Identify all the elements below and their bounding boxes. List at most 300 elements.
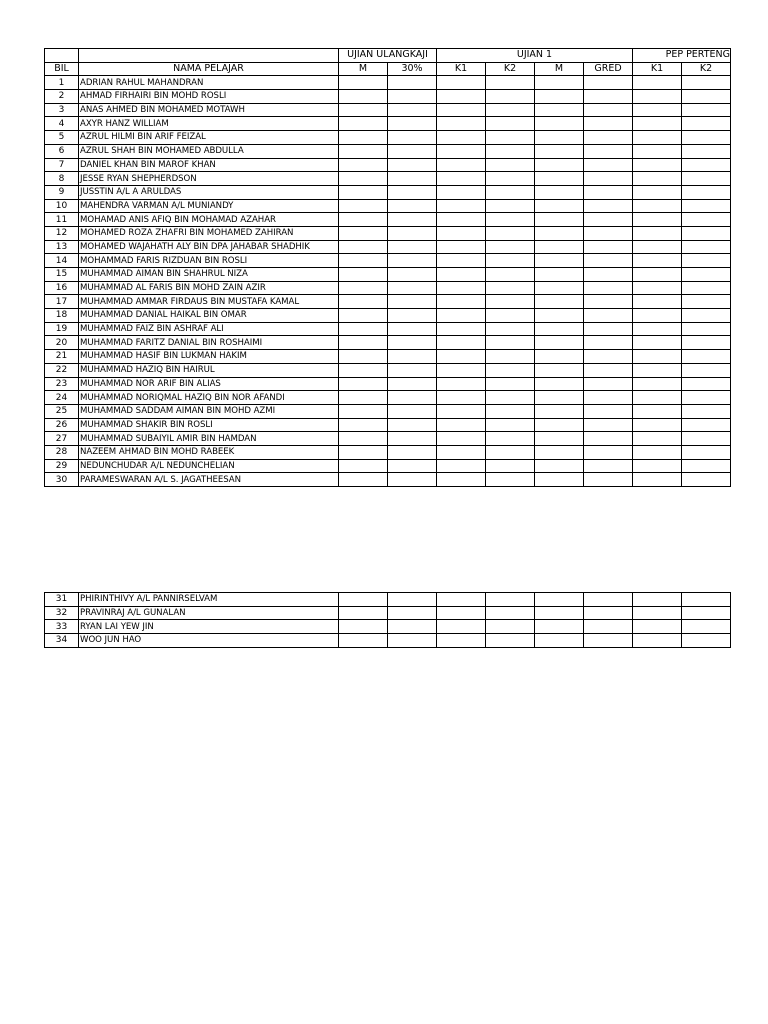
mark-cell[interactable] (535, 295, 584, 309)
student-row (45, 90, 731, 104)
mark-cell[interactable] (682, 172, 731, 186)
mark-cell[interactable] (437, 226, 486, 240)
mark-cell[interactable] (388, 322, 437, 336)
mark-cell[interactable] (388, 445, 437, 459)
mark-cell[interactable] (339, 295, 388, 309)
mark-cell[interactable] (486, 281, 535, 295)
mark-cell[interactable] (437, 131, 486, 145)
mark-cell[interactable] (682, 459, 731, 473)
mark-cell[interactable] (633, 634, 682, 648)
student-row (45, 295, 731, 309)
mark-cell[interactable] (437, 240, 486, 254)
mark-cell[interactable] (633, 76, 682, 90)
mark-cell[interactable] (584, 131, 633, 145)
mark-cell[interactable] (584, 172, 633, 186)
mark-cell[interactable] (437, 363, 486, 377)
mark-cell[interactable] (437, 90, 486, 104)
mark-cell[interactable] (486, 350, 535, 364)
mark-cell[interactable] (584, 404, 633, 418)
student-name: MUHAMMAD DANIAL HAIKAL BIN OMAR (79, 309, 339, 323)
mark-cell[interactable] (535, 144, 584, 158)
mark-cell[interactable] (584, 199, 633, 213)
mark-cell[interactable] (584, 144, 633, 158)
mark-cell[interactable] (535, 620, 584, 634)
mark-cell[interactable] (388, 391, 437, 405)
mark-cell[interactable] (486, 144, 535, 158)
mark-cell[interactable] (437, 144, 486, 158)
mark-cell[interactable] (339, 144, 388, 158)
mark-cell[interactable] (339, 322, 388, 336)
mark-cell[interactable] (486, 131, 535, 145)
mark-cell[interactable] (339, 213, 388, 227)
mark-cell[interactable] (682, 322, 731, 336)
mark-cell[interactable] (633, 391, 682, 405)
mark-cell[interactable] (388, 213, 437, 227)
mark-cell[interactable] (535, 76, 584, 90)
mark-cell[interactable] (388, 295, 437, 309)
mark-cell[interactable] (437, 418, 486, 432)
mark-cell[interactable] (486, 391, 535, 405)
mark-cell[interactable] (388, 620, 437, 634)
student-number: 20 (45, 336, 79, 350)
mark-cell[interactable] (388, 185, 437, 199)
mark-cell[interactable] (682, 295, 731, 309)
mark-cell[interactable] (388, 103, 437, 117)
mark-cell[interactable] (682, 445, 731, 459)
mark-cell[interactable] (388, 473, 437, 487)
mark-cell[interactable] (633, 606, 682, 620)
mark-cell[interactable] (437, 309, 486, 323)
mark-cell[interactable] (535, 418, 584, 432)
mark-cell[interactable] (437, 404, 486, 418)
mark-cell[interactable] (682, 254, 731, 268)
mark-cell[interactable] (535, 254, 584, 268)
mark-cell[interactable] (682, 213, 731, 227)
mark-cell[interactable] (339, 309, 388, 323)
mark-cell[interactable] (535, 117, 584, 131)
student-number: 24 (45, 391, 79, 405)
mark-cell[interactable] (535, 634, 584, 648)
mark-cell[interactable] (339, 281, 388, 295)
mark-cell[interactable] (584, 377, 633, 391)
mark-cell[interactable] (584, 117, 633, 131)
mark-cell[interactable] (633, 281, 682, 295)
mark-cell[interactable] (535, 377, 584, 391)
student-name: JUSSTIN A/L A ARULDAS (79, 185, 339, 199)
mark-cell[interactable] (339, 634, 388, 648)
mark-cell[interactable] (584, 363, 633, 377)
mark-cell[interactable] (486, 634, 535, 648)
mark-cell[interactable] (486, 295, 535, 309)
mark-cell[interactable] (388, 336, 437, 350)
student-marks-table-continued (44, 592, 731, 648)
mark-cell[interactable] (486, 432, 535, 446)
mark-cell[interactable] (437, 620, 486, 634)
mark-cell[interactable] (437, 445, 486, 459)
mark-cell[interactable] (584, 309, 633, 323)
mark-cell[interactable] (486, 103, 535, 117)
mark-cell[interactable] (339, 90, 388, 104)
mark-cell[interactable] (584, 620, 633, 634)
mark-cell[interactable] (682, 90, 731, 104)
mark-cell[interactable] (633, 144, 682, 158)
mark-cell[interactable] (339, 418, 388, 432)
mark-cell[interactable] (486, 418, 535, 432)
student-number: 25 (45, 404, 79, 418)
mark-cell[interactable] (633, 90, 682, 104)
mark-cell[interactable] (633, 158, 682, 172)
mark-cell[interactable] (535, 268, 584, 282)
mark-cell[interactable] (339, 404, 388, 418)
mark-cell[interactable] (388, 144, 437, 158)
mark-cell[interactable] (535, 309, 584, 323)
mark-cell[interactable] (682, 336, 731, 350)
mark-cell[interactable] (682, 606, 731, 620)
mark-cell[interactable] (633, 295, 682, 309)
student-name: PHIRINTHIVY A/L PANNIRSELVAM (79, 593, 339, 607)
ujian1-k2-header: K2 (486, 62, 535, 76)
student-name: MAHENDRA VARMAN A/L MUNIANDY (79, 199, 339, 213)
mark-cell[interactable] (339, 377, 388, 391)
mark-cell[interactable] (584, 240, 633, 254)
mark-cell[interactable] (486, 620, 535, 634)
mark-cell[interactable] (633, 432, 682, 446)
student-name: MUHAMMAD HAZIQ BIN HAIRUL (79, 363, 339, 377)
mark-cell[interactable] (682, 620, 731, 634)
mark-cell[interactable] (339, 445, 388, 459)
mark-cell[interactable] (535, 103, 584, 117)
mark-cell[interactable] (388, 76, 437, 90)
mark-cell[interactable] (388, 593, 437, 607)
ulangkaji-30pct-header: 30% (388, 62, 437, 76)
mark-cell[interactable] (584, 418, 633, 432)
mark-cell[interactable] (633, 418, 682, 432)
mark-cell[interactable] (682, 350, 731, 364)
mark-cell[interactable] (339, 172, 388, 186)
mark-cell[interactable] (437, 158, 486, 172)
mark-cell[interactable] (633, 254, 682, 268)
mark-cell[interactable] (682, 268, 731, 282)
mark-cell[interactable] (388, 254, 437, 268)
mark-cell[interactable] (437, 295, 486, 309)
mark-cell[interactable] (633, 213, 682, 227)
mark-cell[interactable] (633, 268, 682, 282)
mark-cell[interactable] (486, 336, 535, 350)
mark-cell[interactable] (339, 254, 388, 268)
mark-cell[interactable] (682, 418, 731, 432)
mark-cell[interactable] (388, 418, 437, 432)
student-name: JESSE RYAN SHEPHERDSON (79, 172, 339, 186)
mark-cell[interactable] (486, 199, 535, 213)
mark-cell[interactable] (486, 240, 535, 254)
mark-cell[interactable] (437, 473, 486, 487)
mark-cell[interactable] (339, 459, 388, 473)
mark-cell[interactable] (339, 103, 388, 117)
mark-cell[interactable] (437, 213, 486, 227)
student-row (45, 76, 731, 90)
mark-cell[interactable] (339, 363, 388, 377)
mark-cell[interactable] (388, 158, 437, 172)
mark-cell[interactable] (339, 76, 388, 90)
mark-cell[interactable] (584, 473, 633, 487)
student-number: 29 (45, 459, 79, 473)
mark-cell[interactable] (388, 432, 437, 446)
mark-cell[interactable] (388, 240, 437, 254)
mark-cell[interactable] (339, 199, 388, 213)
mark-cell[interactable] (535, 404, 584, 418)
mark-cell[interactable] (633, 199, 682, 213)
mark-cell[interactable] (633, 445, 682, 459)
student-row (45, 117, 731, 131)
mark-cell[interactable] (437, 185, 486, 199)
mark-cell[interactable] (682, 377, 731, 391)
student-name: MUHAMMAD AMMAR FIRDAUS BIN MUSTAFA KAMAL (79, 295, 339, 309)
mark-cell[interactable] (388, 172, 437, 186)
mark-cell[interactable] (535, 131, 584, 145)
mark-cell[interactable] (486, 226, 535, 240)
mark-cell[interactable] (584, 336, 633, 350)
ujian-ulangkaji-header: UJIAN ULANGKAJI (339, 49, 437, 63)
mark-cell[interactable] (584, 432, 633, 446)
mark-cell[interactable] (388, 131, 437, 145)
mark-cell[interactable] (682, 473, 731, 487)
mark-cell[interactable] (535, 459, 584, 473)
mark-cell[interactable] (486, 90, 535, 104)
mark-cell[interactable] (486, 445, 535, 459)
mark-cell[interactable] (388, 309, 437, 323)
mark-cell[interactable] (633, 593, 682, 607)
mark-cell[interactable] (388, 459, 437, 473)
mark-cell[interactable] (388, 90, 437, 104)
mark-cell[interactable] (339, 350, 388, 364)
mark-cell[interactable] (339, 606, 388, 620)
mark-cell[interactable] (535, 593, 584, 607)
student-number: 33 (45, 620, 79, 634)
mark-cell[interactable] (535, 240, 584, 254)
mark-cell[interactable] (437, 377, 486, 391)
mark-cell[interactable] (633, 309, 682, 323)
student-number: 21 (45, 350, 79, 364)
mark-cell[interactable] (486, 473, 535, 487)
mark-cell[interactable] (535, 213, 584, 227)
mark-cell[interactable] (682, 404, 731, 418)
mark-cell[interactable] (437, 459, 486, 473)
mark-cell[interactable] (633, 240, 682, 254)
mark-cell[interactable] (486, 185, 535, 199)
mark-cell[interactable] (339, 226, 388, 240)
mark-cell[interactable] (682, 226, 731, 240)
mark-cell[interactable] (486, 254, 535, 268)
mark-cell[interactable] (535, 226, 584, 240)
mark-cell[interactable] (633, 185, 682, 199)
mark-cell[interactable] (437, 103, 486, 117)
mark-cell[interactable] (584, 213, 633, 227)
mark-cell[interactable] (339, 131, 388, 145)
mark-cell[interactable] (437, 336, 486, 350)
mark-cell[interactable] (584, 226, 633, 240)
mark-cell[interactable] (486, 117, 535, 131)
mark-cell[interactable] (682, 76, 731, 90)
mark-cell[interactable] (633, 131, 682, 145)
mark-cell[interactable] (584, 593, 633, 607)
mark-cell[interactable] (584, 281, 633, 295)
mark-cell[interactable] (437, 593, 486, 607)
mark-cell[interactable] (682, 199, 731, 213)
mark-cell[interactable] (682, 144, 731, 158)
mark-cell[interactable] (486, 593, 535, 607)
mark-cell[interactable] (339, 391, 388, 405)
mark-cell[interactable] (339, 117, 388, 131)
mark-cell[interactable] (584, 459, 633, 473)
mark-cell[interactable] (486, 268, 535, 282)
mark-cell[interactable] (486, 404, 535, 418)
mark-cell[interactable] (388, 117, 437, 131)
mark-cell[interactable] (437, 634, 486, 648)
mark-cell[interactable] (584, 185, 633, 199)
mark-cell[interactable] (584, 445, 633, 459)
student-row (45, 322, 731, 336)
mark-cell[interactable] (584, 295, 633, 309)
mark-cell[interactable] (486, 363, 535, 377)
mark-cell[interactable] (437, 172, 486, 186)
mark-cell[interactable] (437, 606, 486, 620)
mark-cell[interactable] (388, 226, 437, 240)
mark-cell[interactable] (339, 593, 388, 607)
mark-cell[interactable] (682, 634, 731, 648)
mark-cell[interactable] (535, 432, 584, 446)
mark-cell[interactable] (682, 391, 731, 405)
mark-cell[interactable] (437, 117, 486, 131)
mark-cell[interactable] (682, 240, 731, 254)
mark-cell[interactable] (388, 281, 437, 295)
student-row (45, 309, 731, 323)
mark-cell[interactable] (535, 391, 584, 405)
mark-cell[interactable] (388, 606, 437, 620)
mark-cell[interactable] (339, 268, 388, 282)
mark-cell[interactable] (682, 432, 731, 446)
mark-cell[interactable] (633, 226, 682, 240)
mark-cell[interactable] (486, 172, 535, 186)
mark-cell[interactable] (584, 350, 633, 364)
mark-cell[interactable] (682, 103, 731, 117)
mark-cell[interactable] (535, 445, 584, 459)
mark-cell[interactable] (486, 459, 535, 473)
mark-cell[interactable] (682, 131, 731, 145)
mark-cell[interactable] (388, 404, 437, 418)
mark-cell[interactable] (535, 350, 584, 364)
mark-cell[interactable] (633, 620, 682, 634)
mark-cell[interactable] (437, 76, 486, 90)
mark-cell[interactable] (633, 103, 682, 117)
mark-cell[interactable] (682, 593, 731, 607)
mark-cell[interactable] (584, 391, 633, 405)
mark-cell[interactable] (339, 336, 388, 350)
mark-cell[interactable] (584, 606, 633, 620)
student-name: AXYR HANZ WILLIAM (79, 117, 339, 131)
mark-cell[interactable] (584, 634, 633, 648)
mark-cell[interactable] (339, 432, 388, 446)
mark-cell[interactable] (437, 254, 486, 268)
mark-cell[interactable] (486, 76, 535, 90)
mark-cell[interactable] (535, 90, 584, 104)
mark-cell[interactable] (584, 158, 633, 172)
student-row (45, 391, 731, 405)
mark-cell[interactable] (584, 103, 633, 117)
mark-cell[interactable] (437, 432, 486, 446)
mark-cell[interactable] (339, 185, 388, 199)
mark-cell[interactable] (486, 322, 535, 336)
mark-cell[interactable] (633, 459, 682, 473)
mark-cell[interactable] (535, 172, 584, 186)
mark-cell[interactable] (682, 117, 731, 131)
mark-cell[interactable] (486, 213, 535, 227)
mark-cell[interactable] (633, 172, 682, 186)
mark-cell[interactable] (486, 158, 535, 172)
mark-cell[interactable] (682, 363, 731, 377)
mark-cell[interactable] (535, 606, 584, 620)
mark-cell[interactable] (437, 350, 486, 364)
mark-cell[interactable] (339, 620, 388, 634)
mark-cell[interactable] (388, 634, 437, 648)
mark-cell[interactable] (535, 158, 584, 172)
mark-cell[interactable] (437, 199, 486, 213)
mark-cell[interactable] (388, 377, 437, 391)
mark-cell[interactable] (339, 240, 388, 254)
mark-cell[interactable] (633, 322, 682, 336)
mark-cell[interactable] (682, 309, 731, 323)
mark-cell[interactable] (633, 336, 682, 350)
mark-cell[interactable] (486, 606, 535, 620)
mark-cell[interactable] (339, 473, 388, 487)
mark-cell[interactable] (682, 185, 731, 199)
mark-cell[interactable] (633, 377, 682, 391)
mark-cell[interactable] (633, 350, 682, 364)
student-number: 1 (45, 76, 79, 90)
mark-cell[interactable] (388, 350, 437, 364)
mark-cell[interactable] (437, 268, 486, 282)
mark-cell[interactable] (535, 336, 584, 350)
mark-cell[interactable] (535, 281, 584, 295)
student-number: 6 (45, 144, 79, 158)
mark-cell[interactable] (633, 363, 682, 377)
mark-cell[interactable] (682, 281, 731, 295)
mark-cell[interactable] (437, 281, 486, 295)
mark-cell[interactable] (388, 268, 437, 282)
mark-cell[interactable] (437, 391, 486, 405)
mark-cell[interactable] (584, 76, 633, 90)
mark-cell[interactable] (339, 158, 388, 172)
mark-cell[interactable] (388, 199, 437, 213)
mark-cell[interactable] (584, 90, 633, 104)
mark-cell[interactable] (388, 363, 437, 377)
mark-cell[interactable] (633, 117, 682, 131)
mark-cell[interactable] (486, 377, 535, 391)
mark-cell[interactable] (633, 404, 682, 418)
mark-cell[interactable] (535, 363, 584, 377)
mark-cell[interactable] (535, 322, 584, 336)
mark-cell[interactable] (584, 322, 633, 336)
student-row (45, 281, 731, 295)
mark-cell[interactable] (535, 473, 584, 487)
mark-cell[interactable] (584, 268, 633, 282)
mark-cell[interactable] (535, 199, 584, 213)
mark-cell[interactable] (633, 473, 682, 487)
mark-cell[interactable] (437, 322, 486, 336)
mark-cell[interactable] (486, 309, 535, 323)
mark-cell[interactable] (535, 185, 584, 199)
mark-cell[interactable] (682, 158, 731, 172)
mark-cell[interactable] (584, 254, 633, 268)
